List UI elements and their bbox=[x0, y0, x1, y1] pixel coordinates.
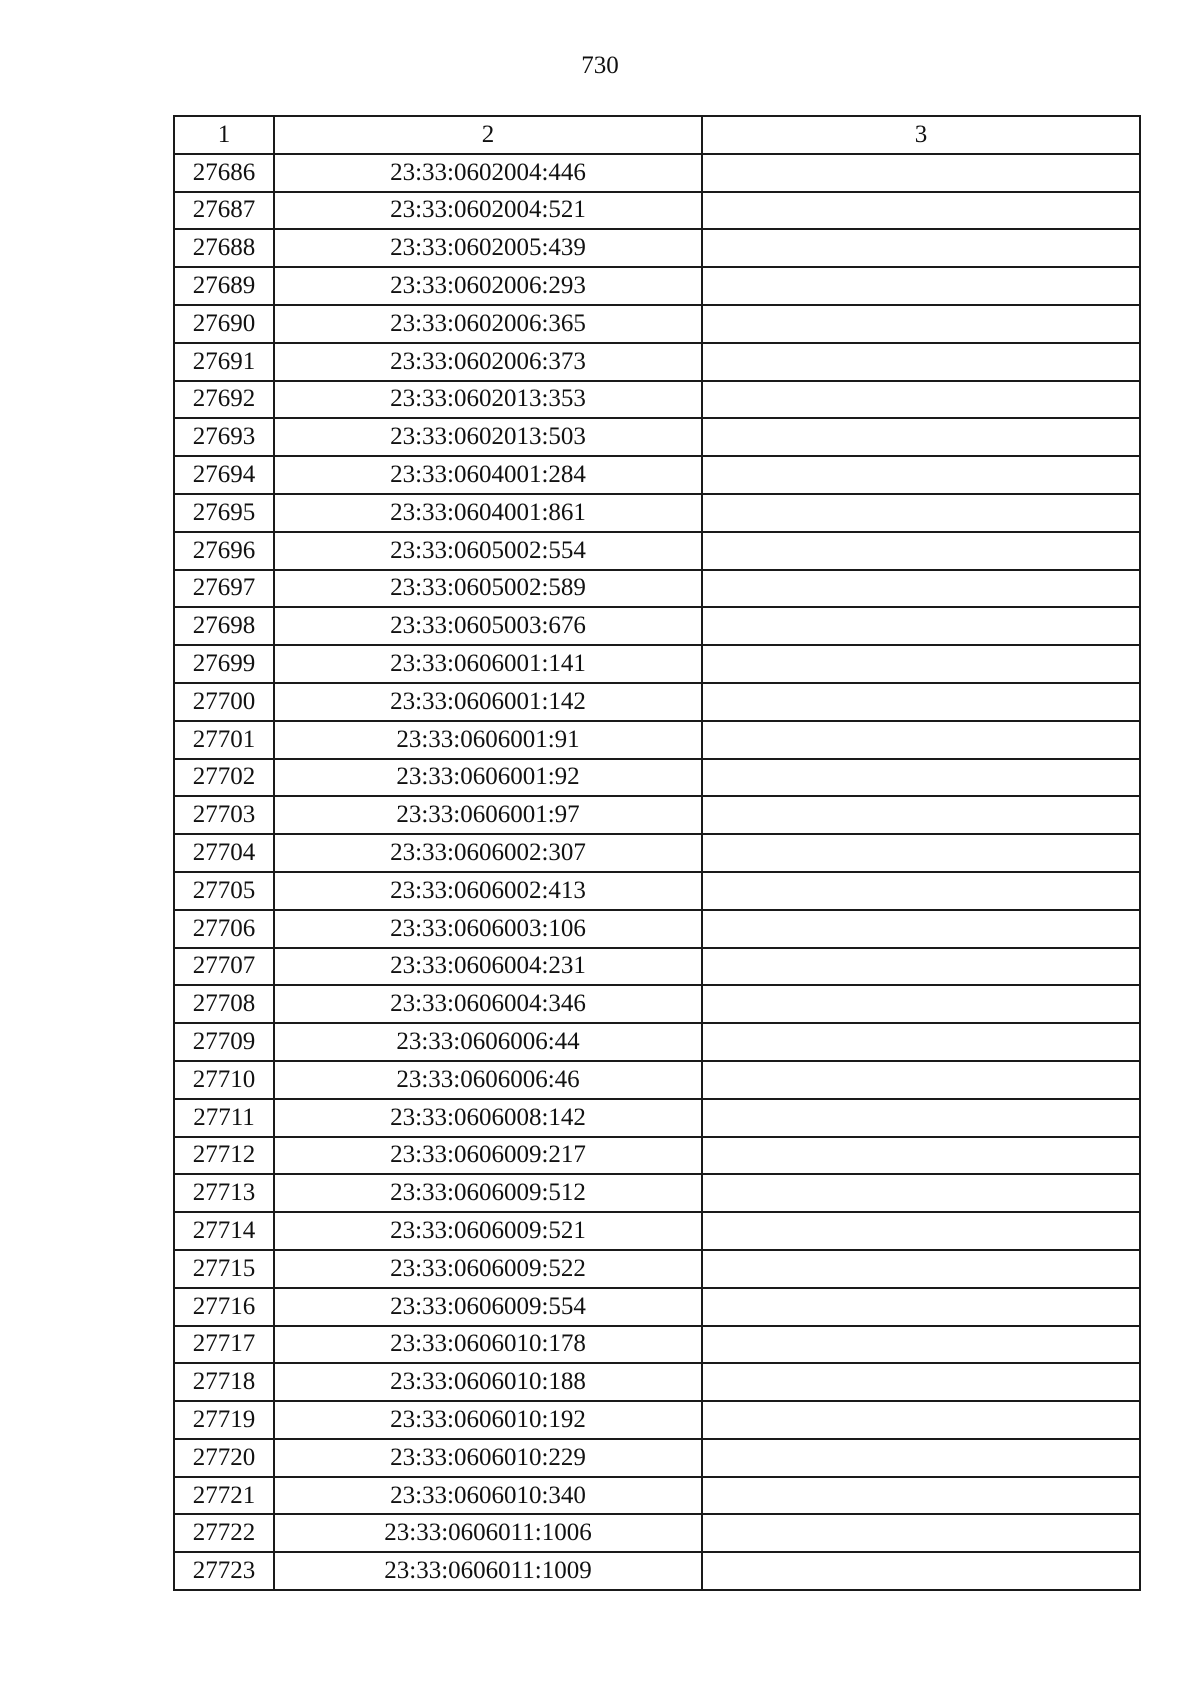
notes-cell bbox=[702, 229, 1140, 267]
table-row bbox=[174, 872, 1140, 910]
row-number-cell: 27718 bbox=[174, 1363, 274, 1401]
cadastral-number-cell: 23:33:0606001:91 bbox=[274, 721, 702, 759]
table-row bbox=[174, 381, 1140, 419]
table-row bbox=[174, 910, 1140, 948]
row-number-cell: 27693 bbox=[174, 418, 274, 456]
cadastral-number-cell: 23:33:0606004:346 bbox=[274, 985, 702, 1023]
cadastral-number-cell: 23:33:0605002:589 bbox=[274, 570, 702, 608]
table-row bbox=[174, 570, 1140, 608]
row-number-cell: 27707 bbox=[174, 948, 274, 986]
table-row bbox=[174, 267, 1140, 305]
table-row bbox=[174, 229, 1140, 267]
notes-cell bbox=[702, 683, 1140, 721]
cadastral-number-cell: 23:33:0606010:192 bbox=[274, 1401, 702, 1439]
cadastral-number-cell: 23:33:0602006:293 bbox=[274, 267, 702, 305]
page-number: 730 bbox=[581, 52, 619, 79]
notes-cell bbox=[702, 1552, 1140, 1590]
cadastral-number-cell: 23:33:0602004:521 bbox=[274, 192, 702, 230]
notes-cell bbox=[702, 759, 1140, 797]
table-row bbox=[174, 456, 1140, 494]
row-number-cell: 27700 bbox=[174, 683, 274, 721]
cadastral-number-cell: 23:33:0605003:676 bbox=[274, 607, 702, 645]
notes-cell bbox=[702, 1212, 1140, 1250]
table-row bbox=[174, 154, 1140, 192]
cadastral-number-cell: 23:33:0606001:92 bbox=[274, 759, 702, 797]
notes-cell bbox=[702, 1023, 1140, 1061]
row-number-cell: 27703 bbox=[174, 796, 274, 834]
row-number-cell: 27711 bbox=[174, 1099, 274, 1137]
row-number-cell: 27710 bbox=[174, 1061, 274, 1099]
table-row bbox=[174, 796, 1140, 834]
cadastral-number-cell: 23:33:0606001:142 bbox=[274, 683, 702, 721]
cadastral-number-cell: 23:33:0606009:521 bbox=[274, 1212, 702, 1250]
table-row bbox=[174, 1174, 1140, 1212]
cadastral-number-cell: 23:33:0606009:522 bbox=[274, 1250, 702, 1288]
row-number-cell: 27706 bbox=[174, 910, 274, 948]
cadastral-table bbox=[173, 115, 1141, 1591]
notes-cell bbox=[702, 267, 1140, 305]
table-row bbox=[174, 683, 1140, 721]
cadastral-number-cell: 23:33:0606010:178 bbox=[274, 1326, 702, 1364]
notes-cell bbox=[702, 1514, 1140, 1552]
cadastral-number-cell: 23:33:0604001:284 bbox=[274, 456, 702, 494]
row-number-cell: 27691 bbox=[174, 343, 274, 381]
notes-cell bbox=[702, 456, 1140, 494]
notes-cell bbox=[702, 1250, 1140, 1288]
row-number-cell: 27696 bbox=[174, 532, 274, 570]
table-row bbox=[174, 1439, 1140, 1477]
cadastral-number-cell: 23:33:0602006:373 bbox=[274, 343, 702, 381]
row-number-cell: 27720 bbox=[174, 1439, 274, 1477]
table-row bbox=[174, 1288, 1140, 1326]
cadastral-number-cell: 23:33:0602004:446 bbox=[274, 154, 702, 192]
notes-cell bbox=[702, 1099, 1140, 1137]
notes-cell bbox=[702, 154, 1140, 192]
cadastral-number-cell: 23:33:0606006:46 bbox=[274, 1061, 702, 1099]
table-row bbox=[174, 1099, 1140, 1137]
table-row bbox=[174, 1514, 1140, 1552]
notes-cell bbox=[702, 1137, 1140, 1175]
row-number-cell: 27698 bbox=[174, 607, 274, 645]
row-number-cell: 27697 bbox=[174, 570, 274, 608]
cadastral-number-cell: 23:33:0606010:188 bbox=[274, 1363, 702, 1401]
notes-cell bbox=[702, 1401, 1140, 1439]
row-number-cell: 27714 bbox=[174, 1212, 274, 1250]
cadastral-number-cell: 23:33:0606009:217 bbox=[274, 1137, 702, 1175]
notes-cell bbox=[702, 948, 1140, 986]
cadastral-number-cell: 23:33:0606001:97 bbox=[274, 796, 702, 834]
table-row bbox=[174, 1023, 1140, 1061]
row-number-cell: 27705 bbox=[174, 872, 274, 910]
notes-cell bbox=[702, 872, 1140, 910]
row-number-cell: 27713 bbox=[174, 1174, 274, 1212]
cadastral-number-cell: 23:33:0606011:1006 bbox=[274, 1514, 702, 1552]
table-row bbox=[174, 834, 1140, 872]
table-row bbox=[174, 1326, 1140, 1364]
table-row bbox=[174, 759, 1140, 797]
cadastral-number-cell: 23:33:0606008:142 bbox=[274, 1099, 702, 1137]
notes-cell bbox=[702, 494, 1140, 532]
notes-cell bbox=[702, 343, 1140, 381]
row-number-cell: 27716 bbox=[174, 1288, 274, 1326]
row-number-cell: 27721 bbox=[174, 1477, 274, 1515]
table-row bbox=[174, 948, 1140, 986]
notes-cell bbox=[702, 910, 1140, 948]
column-header-3: 3 bbox=[702, 116, 1140, 154]
row-number-cell: 27704 bbox=[174, 834, 274, 872]
notes-cell bbox=[702, 532, 1140, 570]
notes-cell bbox=[702, 1363, 1140, 1401]
row-number-cell: 27722 bbox=[174, 1514, 274, 1552]
row-number-cell: 27687 bbox=[174, 192, 274, 230]
row-number-cell: 27694 bbox=[174, 456, 274, 494]
table-row bbox=[174, 1137, 1140, 1175]
table-row bbox=[174, 192, 1140, 230]
notes-cell bbox=[702, 1288, 1140, 1326]
cadastral-number-cell: 23:33:0606003:106 bbox=[274, 910, 702, 948]
table-row bbox=[174, 721, 1140, 759]
cadastral-number-cell: 23:33:0602006:365 bbox=[274, 305, 702, 343]
cadastral-number-cell: 23:33:0605002:554 bbox=[274, 532, 702, 570]
notes-cell bbox=[702, 305, 1140, 343]
notes-cell bbox=[702, 418, 1140, 456]
row-number-cell: 27688 bbox=[174, 229, 274, 267]
table-row bbox=[174, 494, 1140, 532]
row-number-cell: 27689 bbox=[174, 267, 274, 305]
cadastral-number-cell: 23:33:0602005:439 bbox=[274, 229, 702, 267]
table-header-row bbox=[174, 116, 1140, 154]
notes-cell bbox=[702, 381, 1140, 419]
table-row bbox=[174, 985, 1140, 1023]
notes-cell bbox=[702, 192, 1140, 230]
notes-cell bbox=[702, 607, 1140, 645]
cadastral-number-cell: 23:33:0606004:231 bbox=[274, 948, 702, 986]
cadastral-number-cell: 23:33:0604001:861 bbox=[274, 494, 702, 532]
notes-cell bbox=[702, 721, 1140, 759]
cadastral-number-cell: 23:33:0606009:554 bbox=[274, 1288, 702, 1326]
notes-cell bbox=[702, 1439, 1140, 1477]
cadastral-number-cell: 23:33:0606001:141 bbox=[274, 645, 702, 683]
table-row bbox=[174, 1401, 1140, 1439]
cadastral-number-cell: 23:33:0606002:307 bbox=[274, 834, 702, 872]
notes-cell bbox=[702, 1061, 1140, 1099]
row-number-cell: 27702 bbox=[174, 759, 274, 797]
notes-cell bbox=[702, 570, 1140, 608]
row-number-cell: 27699 bbox=[174, 645, 274, 683]
cadastral-number-cell: 23:33:0602013:353 bbox=[274, 381, 702, 419]
table-row bbox=[174, 305, 1140, 343]
table-row bbox=[174, 418, 1140, 456]
column-header-2: 2 bbox=[274, 116, 702, 154]
notes-cell bbox=[702, 1477, 1140, 1515]
row-number-cell: 27717 bbox=[174, 1326, 274, 1364]
row-number-cell: 27715 bbox=[174, 1250, 274, 1288]
table-row bbox=[174, 1477, 1140, 1515]
notes-cell bbox=[702, 1174, 1140, 1212]
table-body bbox=[174, 154, 1140, 1590]
cadastral-number-cell: 23:33:0606009:512 bbox=[274, 1174, 702, 1212]
table-row bbox=[174, 532, 1140, 570]
table-row bbox=[174, 607, 1140, 645]
row-number-cell: 27709 bbox=[174, 1023, 274, 1061]
table-row bbox=[174, 645, 1140, 683]
notes-cell bbox=[702, 985, 1140, 1023]
row-number-cell: 27723 bbox=[174, 1552, 274, 1590]
table-row bbox=[174, 1061, 1140, 1099]
notes-cell bbox=[702, 1326, 1140, 1364]
cadastral-number-cell: 23:33:0606010:340 bbox=[274, 1477, 702, 1515]
row-number-cell: 27719 bbox=[174, 1401, 274, 1439]
row-number-cell: 27695 bbox=[174, 494, 274, 532]
cadastral-number-cell: 23:33:0606011:1009 bbox=[274, 1552, 702, 1590]
row-number-cell: 27708 bbox=[174, 985, 274, 1023]
cadastral-number-cell: 23:33:0606002:413 bbox=[274, 872, 702, 910]
row-number-cell: 27690 bbox=[174, 305, 274, 343]
table-row bbox=[174, 1250, 1140, 1288]
table-row bbox=[174, 1552, 1140, 1590]
cadastral-number-cell: 23:33:0602013:503 bbox=[274, 418, 702, 456]
row-number-cell: 27701 bbox=[174, 721, 274, 759]
column-header-1: 1 bbox=[174, 116, 274, 154]
row-number-cell: 27686 bbox=[174, 154, 274, 192]
row-number-cell: 27712 bbox=[174, 1137, 274, 1175]
notes-cell bbox=[702, 796, 1140, 834]
table-row bbox=[174, 1212, 1140, 1250]
cadastral-number-cell: 23:33:0606006:44 bbox=[274, 1023, 702, 1061]
table-row bbox=[174, 1363, 1140, 1401]
table-row bbox=[174, 343, 1140, 381]
notes-cell bbox=[702, 834, 1140, 872]
row-number-cell: 27692 bbox=[174, 381, 274, 419]
cadastral-number-cell: 23:33:0606010:229 bbox=[274, 1439, 702, 1477]
notes-cell bbox=[702, 645, 1140, 683]
